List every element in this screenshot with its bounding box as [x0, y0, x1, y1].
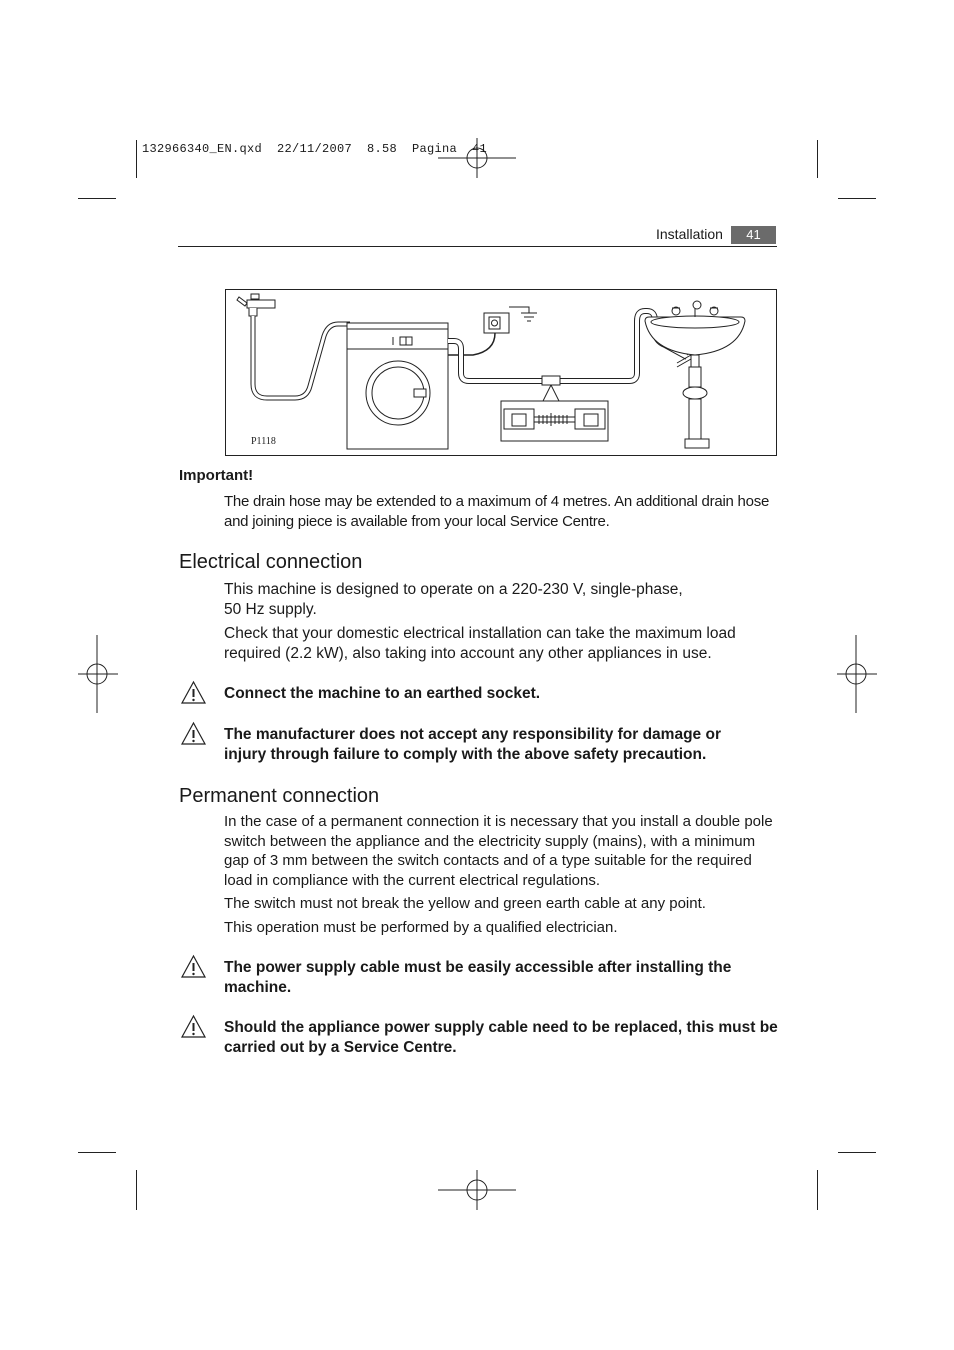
hose-joint	[542, 376, 560, 385]
page-number: 41	[731, 226, 776, 244]
important-title: Important!	[179, 467, 254, 484]
permanent-para2: The switch must not break the yellow and green earth cable at any point.	[224, 895, 706, 912]
warning-manufacturer-responsibility: The manufacturer does not accept any responsibility for damage or injury through failure to comply with the above safety precaution.	[224, 726, 721, 763]
header-rule	[178, 246, 777, 247]
permanent-para3: This operation must be performed by a qualified electrician.	[224, 919, 618, 936]
figure-code: P1118	[251, 436, 276, 447]
registration-mark-left	[77, 634, 119, 714]
warning-icon	[180, 680, 207, 705]
crop-mark	[817, 1170, 818, 1210]
crop-mark	[78, 1152, 116, 1153]
crop-mark	[817, 140, 818, 178]
installation-diagram	[225, 289, 777, 456]
warning-icon	[180, 721, 207, 746]
warning-cable-accessible: The power supply cable must be easily accessible after installing the machine.	[224, 959, 732, 996]
warning-icon	[180, 954, 207, 979]
warning-earthed-socket: Connect the machine to an earthed socket.	[224, 685, 541, 702]
registration-mark-bottom	[436, 1170, 518, 1212]
crop-mark	[838, 1152, 876, 1153]
washing-machine-icon	[347, 323, 448, 449]
electrical-heading: Electrical connection	[179, 551, 363, 573]
crop-mark	[136, 1170, 137, 1210]
important-text: The drain hose may be extended to a maximum of 4 metres. An additional drain hose and joining piece is available from your local Service Centre.	[224, 493, 770, 530]
crop-mark	[78, 198, 116, 199]
crop-mark	[838, 198, 876, 199]
registration-mark-right	[836, 634, 878, 714]
electrical-para2: Check that your domestic electrical installation can take the maximum load required (2.2 kW), also taking into account any other appliances in use.	[224, 625, 736, 662]
crop-mark	[136, 140, 137, 178]
print-slug: 132966340_EN.qxd 22/11/2007 8.58 Pagina 41	[142, 142, 488, 156]
permanent-heading: Permanent connection	[179, 785, 380, 807]
electrical-para1-line2: 50 Hz supply.	[224, 601, 317, 618]
warning-cable-replacement: Should the appliance power supply cable need to be replaced, this must be carried out by a Service Centre.	[224, 1019, 778, 1056]
section-title: Installation	[656, 226, 723, 242]
electrical-para1-line1: This machine is designed to operate on a 220-230 V, single-phase,	[224, 581, 683, 598]
permanent-para1: In the case of a permanent connection it is necessary that you install a double pole switch between the appliance and the electricity supply (mains), with a minimum gap of 3 mm between the switch contacts and of a type suitable for the required load in compliance with the current electrical regulations.	[224, 813, 773, 889]
warning-icon	[180, 1014, 207, 1039]
